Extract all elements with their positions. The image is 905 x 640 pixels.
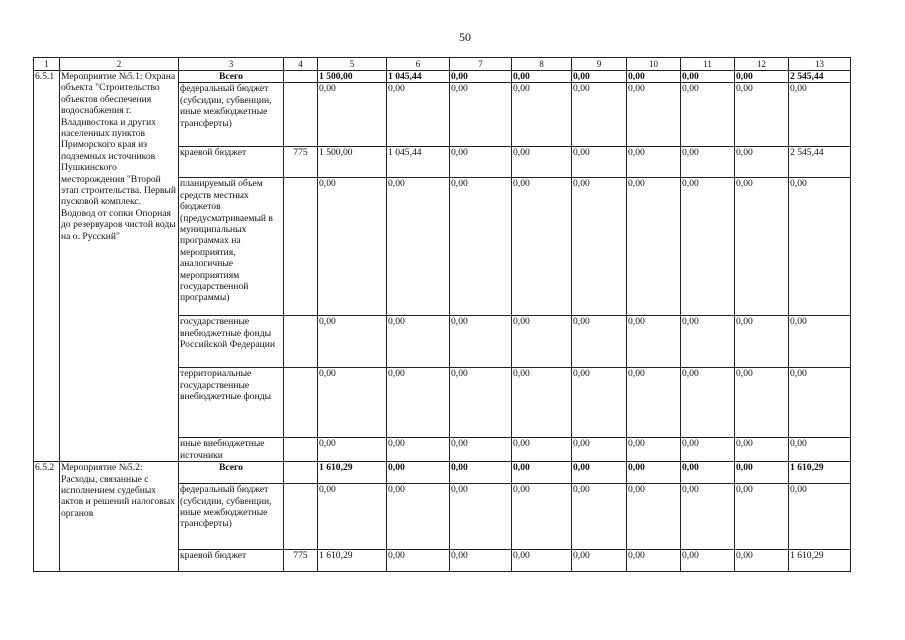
- amount-cell: 0,00: [387, 316, 450, 368]
- amount-cell: 0,00: [681, 83, 735, 147]
- amount-cell: 0,00: [450, 178, 512, 316]
- amount-cell: 0,00: [512, 368, 572, 438]
- budget-table: [33, 57, 851, 572]
- amount-cell: 0,00: [318, 316, 387, 368]
- kbk-code: [284, 316, 318, 368]
- amount-cell: 0,00: [387, 83, 450, 147]
- table-row: [34, 71, 851, 83]
- funding-source: территориальные государственные внебюджетные фонды: [179, 368, 284, 438]
- table-row: [34, 462, 851, 484]
- amount-cell: 0,00: [572, 147, 627, 178]
- funding-source: Всего: [179, 462, 284, 484]
- column-header: 4: [284, 58, 318, 71]
- amount-cell: 0,00: [318, 83, 387, 147]
- amount-cell: 0,00: [572, 484, 627, 550]
- amount-cell: 0,00: [572, 550, 627, 572]
- amount-cell: 0,00: [318, 438, 387, 462]
- funding-source: краевой бюджет: [179, 550, 284, 572]
- amount-cell: 0,00: [450, 462, 512, 484]
- amount-cell: 0,00: [681, 147, 735, 178]
- amount-cell: 1 500,00: [318, 147, 387, 178]
- amount-cell: 0,00: [735, 484, 789, 550]
- page-number: 50: [459, 30, 471, 44]
- kbk-code: [284, 83, 318, 147]
- amount-cell: 0,00: [735, 178, 789, 316]
- amount-cell: 0,00: [627, 368, 681, 438]
- amount-cell: 0,00: [681, 178, 735, 316]
- amount-cell: 0,00: [512, 147, 572, 178]
- amount-cell: 0,00: [789, 316, 851, 368]
- amount-cell: 2 545,44: [789, 71, 851, 83]
- kbk-code: [284, 462, 318, 484]
- amount-cell: 0,00: [627, 71, 681, 83]
- column-header: 8: [512, 58, 572, 71]
- amount-cell: 0,00: [450, 316, 512, 368]
- amount-cell: 0,00: [789, 83, 851, 147]
- column-header: 11: [681, 58, 735, 71]
- amount-cell: 0,00: [572, 316, 627, 368]
- amount-cell: 0,00: [681, 462, 735, 484]
- column-header: 7: [450, 58, 512, 71]
- amount-cell: 1 045,44: [387, 147, 450, 178]
- amount-cell: 0,00: [681, 484, 735, 550]
- amount-cell: 0,00: [512, 178, 572, 316]
- amount-cell: 0,00: [735, 83, 789, 147]
- amount-cell: 0,00: [387, 438, 450, 462]
- funding-source: федеральный бюджет (субсидии, субвенции, иные межбюджетные трансферты): [179, 484, 284, 550]
- amount-cell: 0,00: [789, 484, 851, 550]
- amount-cell: 0,00: [627, 438, 681, 462]
- amount-cell: 1 610,29: [789, 550, 851, 572]
- funding-source: Всего: [179, 71, 284, 83]
- amount-cell: 0,00: [735, 368, 789, 438]
- amount-cell: 0,00: [512, 83, 572, 147]
- amount-cell: 1 610,29: [318, 462, 387, 484]
- kbk-code: [284, 178, 318, 316]
- amount-cell: 0,00: [681, 71, 735, 83]
- funding-source: иные внебюджетные источники: [179, 438, 284, 462]
- amount-cell: 0,00: [512, 71, 572, 83]
- column-header: 9: [572, 58, 627, 71]
- amount-cell: 0,00: [735, 147, 789, 178]
- section-code: 6.5.2: [34, 462, 60, 572]
- amount-cell: 1 610,29: [789, 462, 851, 484]
- amount-cell: 0,00: [512, 438, 572, 462]
- amount-cell: 1 610,29: [318, 550, 387, 572]
- amount-cell: 0,00: [318, 368, 387, 438]
- amount-cell: 0,00: [450, 438, 512, 462]
- section-name: Мероприятие №5.1: Охрана объекта "Строительство объектов обеспечения водоснабжения г. Владивостока и других населенных пунктов Приморского края из подземных источников Пушкинского месторождения "Второй этап строительства. Первый пусковой комплекс. Водовод от сопки Опорная до резервуаров чистой воды на о. Русский": [60, 71, 179, 462]
- kbk-code: [284, 438, 318, 462]
- column-header: 6: [387, 58, 450, 71]
- amount-cell: 0,00: [318, 178, 387, 316]
- column-number-row: [34, 58, 851, 71]
- amount-cell: 0,00: [627, 83, 681, 147]
- amount-cell: 0,00: [450, 368, 512, 438]
- kbk-code: 775: [284, 147, 318, 178]
- amount-cell: 0,00: [789, 178, 851, 316]
- amount-cell: 0,00: [627, 178, 681, 316]
- amount-cell: 0,00: [735, 550, 789, 572]
- amount-cell: 0,00: [789, 368, 851, 438]
- amount-cell: 0,00: [387, 178, 450, 316]
- amount-cell: 0,00: [512, 484, 572, 550]
- amount-cell: 0,00: [735, 71, 789, 83]
- amount-cell: 0,00: [512, 550, 572, 572]
- amount-cell: 0,00: [387, 462, 450, 484]
- amount-cell: 0,00: [572, 462, 627, 484]
- amount-cell: 0,00: [512, 462, 572, 484]
- kbk-code: 775: [284, 550, 318, 572]
- amount-cell: 0,00: [681, 438, 735, 462]
- amount-cell: 0,00: [681, 550, 735, 572]
- amount-cell: 0,00: [450, 550, 512, 572]
- amount-cell: 0,00: [387, 484, 450, 550]
- amount-cell: 0,00: [627, 550, 681, 572]
- amount-cell: 0,00: [387, 368, 450, 438]
- amount-cell: 0,00: [512, 316, 572, 368]
- funding-source: федеральный бюджет (субсидии, субвенции, иные межбюджетные трансферты): [179, 83, 284, 147]
- column-header: 12: [735, 58, 789, 71]
- amount-cell: 0,00: [387, 550, 450, 572]
- amount-cell: 0,00: [627, 316, 681, 368]
- column-header: 1: [34, 58, 60, 71]
- amount-cell: 1 500,00: [318, 71, 387, 83]
- amount-cell: 0,00: [735, 438, 789, 462]
- column-header: 10: [627, 58, 681, 71]
- amount-cell: 0,00: [681, 368, 735, 438]
- amount-cell: 0,00: [572, 71, 627, 83]
- kbk-code: [284, 71, 318, 83]
- amount-cell: 0,00: [681, 316, 735, 368]
- funding-source: краевой бюджет: [179, 147, 284, 178]
- funding-source: государственные внебюджетные фонды Российской Федерации: [179, 316, 284, 368]
- amount-cell: 0,00: [450, 71, 512, 83]
- amount-cell: 0,00: [450, 484, 512, 550]
- amount-cell: 0,00: [450, 83, 512, 147]
- column-header: 5: [318, 58, 387, 71]
- amount-cell: 0,00: [318, 484, 387, 550]
- amount-cell: 0,00: [627, 462, 681, 484]
- section-name: Мероприятие №5.2: Расходы, связанные с исполнением судебных актов и решений налоговых органов: [60, 462, 179, 572]
- column-header: 13: [789, 58, 851, 71]
- column-header: 2: [60, 58, 179, 71]
- section-code: 6.5.1: [34, 71, 60, 462]
- amount-cell: 0,00: [789, 438, 851, 462]
- amount-cell: 0,00: [572, 438, 627, 462]
- amount-cell: 0,00: [450, 147, 512, 178]
- amount-cell: 0,00: [627, 484, 681, 550]
- amount-cell: 0,00: [572, 368, 627, 438]
- amount-cell: 0,00: [735, 316, 789, 368]
- amount-cell: 1 045,44: [387, 71, 450, 83]
- kbk-code: [284, 484, 318, 550]
- funding-source: планируемый объем средств местных бюджетов (предусматриваемый в муниципальных программах на мероприятия, аналогичные мероприятиям государственной программы): [179, 178, 284, 316]
- amount-cell: 0,00: [735, 462, 789, 484]
- column-header: 3: [179, 58, 284, 71]
- amount-cell: 0,00: [572, 178, 627, 316]
- amount-cell: 0,00: [572, 83, 627, 147]
- amount-cell: 2 545,44: [789, 147, 851, 178]
- amount-cell: 0,00: [627, 147, 681, 178]
- kbk-code: [284, 368, 318, 438]
